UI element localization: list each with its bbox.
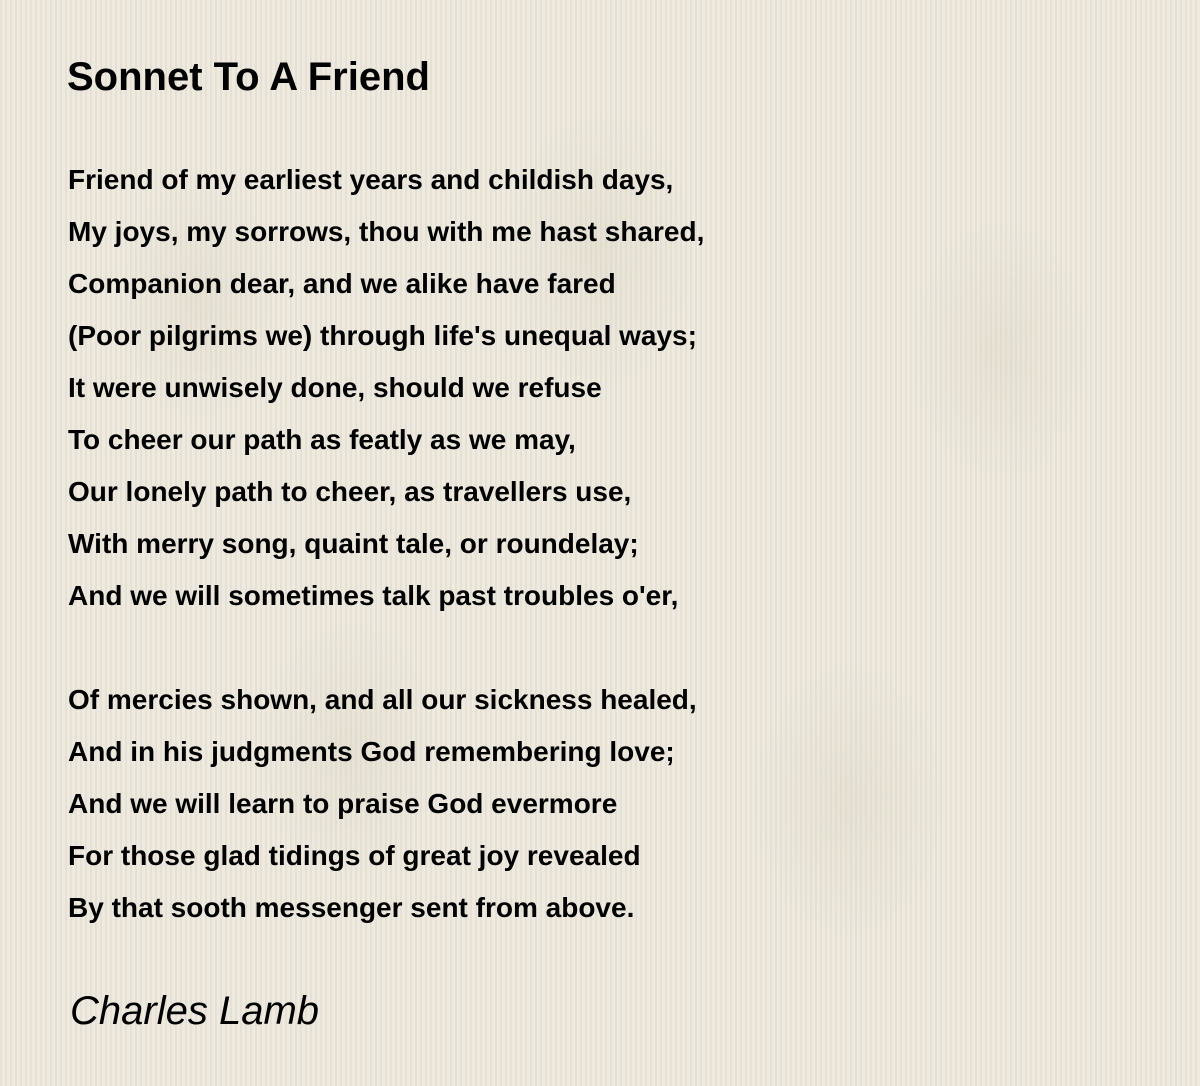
- poem-line: My joys, my sorrows, thou with me hast shared,: [68, 216, 705, 247]
- poem-line: It were unwisely done, should we refuse: [68, 372, 602, 403]
- stanza-break: [68, 622, 704, 674]
- poem-body: [68, 154, 704, 934]
- stanza-1: [68, 154, 704, 622]
- poem-line: With merry song, quaint tale, or roundelay;: [68, 528, 639, 559]
- poem-line: By that sooth messenger sent from above.: [68, 892, 635, 923]
- poem-line: And we will learn to praise God evermore: [68, 788, 618, 819]
- poem-line: Companion dear, and we alike have fared: [68, 268, 616, 299]
- poem-line: Friend of my earliest years and childish days,: [68, 164, 674, 195]
- poem-line: To cheer our path as featly as we may,: [68, 424, 576, 455]
- poem-author: Charles Lamb: [70, 989, 320, 1033]
- poem-line: And we will sometimes talk past troubles o'er,: [68, 580, 679, 611]
- stanza-2: [68, 674, 704, 934]
- poem-line: For those glad tidings of great joy revealed: [68, 840, 641, 871]
- poem-title: Sonnet To A Friend: [67, 55, 430, 99]
- poem-line: And in his judgments God remembering love;: [68, 736, 675, 767]
- poem-line: Our lonely path to cheer, as travellers use,: [68, 476, 632, 507]
- poem-line: (Poor pilgrims we) through life's unequal ways;: [68, 320, 697, 351]
- poem-line: Of mercies shown, and all our sickness healed,: [68, 684, 697, 715]
